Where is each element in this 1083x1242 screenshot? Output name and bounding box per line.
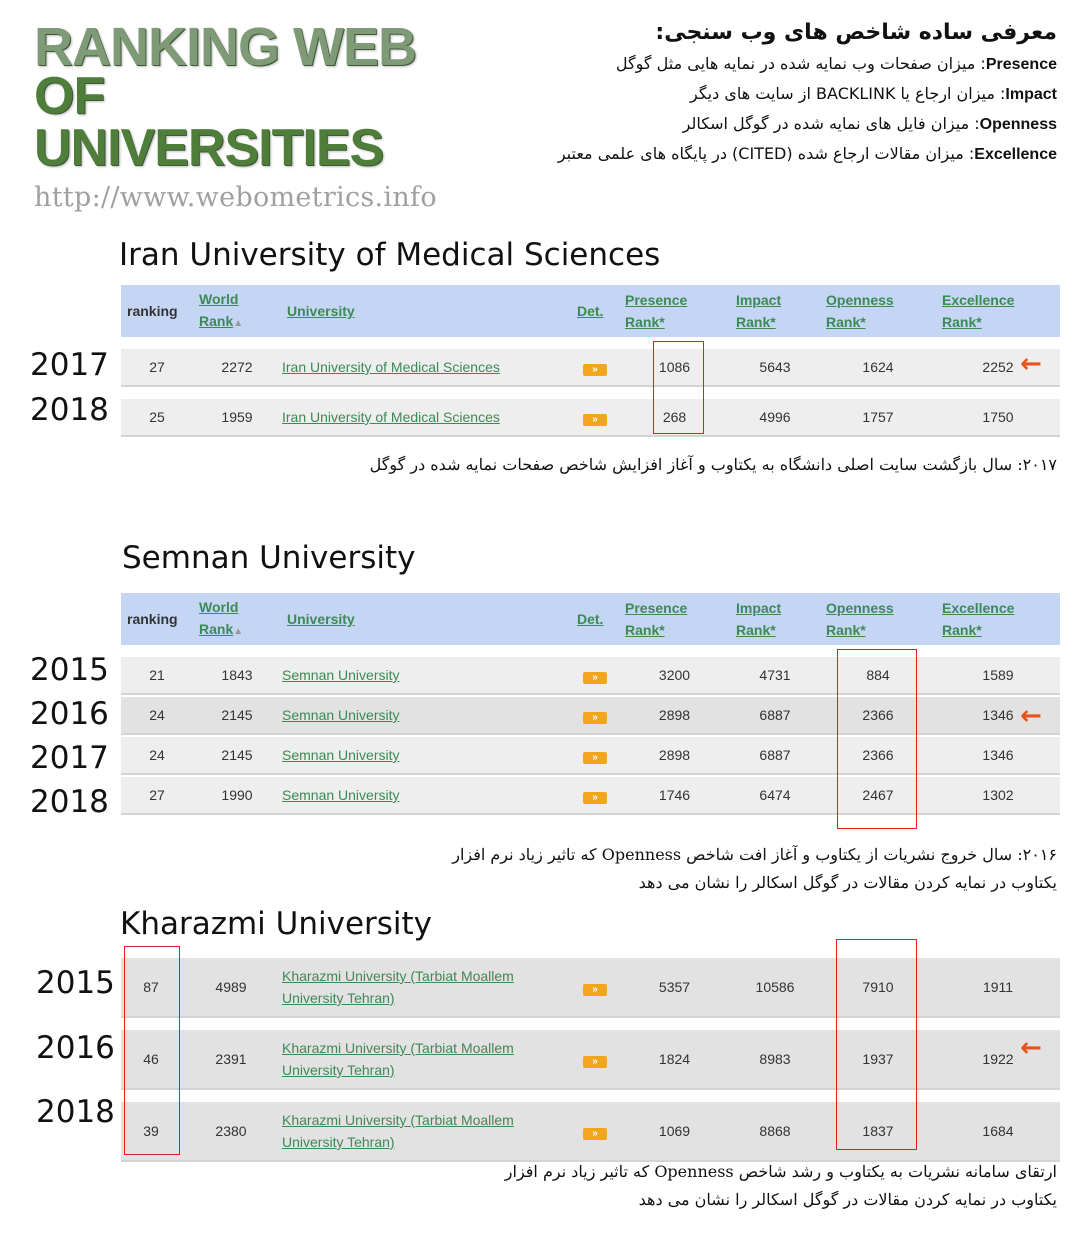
logo-url: http://www.webometrics.info <box>34 182 437 213</box>
table-row <box>121 695 1060 735</box>
header-presence[interactable] <box>619 593 730 645</box>
cell-det <box>571 1028 619 1090</box>
cell-presence: 268 <box>619 397 730 437</box>
year-label: 2018 <box>30 392 109 428</box>
header-world-rank[interactable] <box>193 285 281 337</box>
table-row <box>121 655 1060 695</box>
cell-university <box>281 775 571 815</box>
term-excellence: Excellence <box>974 146 1057 163</box>
cell-world-rank: 1959 <box>193 397 281 437</box>
cell-impact: 4996 <box>730 397 820 437</box>
highlight-box-presence <box>653 341 704 434</box>
table-row <box>121 956 1060 1018</box>
cell-impact: 8868 <box>730 1100 820 1162</box>
university-link[interactable]: Iran University of Medical Sciences <box>282 359 500 375</box>
cell-university <box>281 1028 571 1090</box>
cell-excellence: 1589 <box>936 655 1060 695</box>
details-button[interactable]: » <box>583 364 607 376</box>
cell-university <box>281 1100 571 1162</box>
cell-presence: 1746 <box>619 775 730 815</box>
cell-openness: 1937 <box>820 1028 936 1090</box>
cell-openness: 884 <box>820 655 936 695</box>
world-rank-link-2[interactable]: Rank <box>199 620 234 637</box>
university-link[interactable]: Kharazmi University (Tarbiat Moallem University Tehran) <box>282 968 514 1006</box>
cell-impact: 10586 <box>730 956 820 1018</box>
cell-det <box>571 956 619 1018</box>
cell-impact: 6887 <box>730 735 820 775</box>
details-button[interactable]: » <box>583 414 607 426</box>
note-line: یکتاوب در نمایه کردن مقالات در گوگل اسکالر را نشان می دهد <box>638 1190 1057 1209</box>
section-title-semnan: Semnan University <box>122 540 416 576</box>
year-label: 2016 <box>30 696 109 732</box>
impact-sort-link-2[interactable]: Rank* <box>736 622 776 638</box>
logo-line2: OF UNIVERSITIES <box>34 67 384 177</box>
year-label: 2017 <box>30 347 109 383</box>
cell-world-rank: 2380 <box>181 1100 281 1162</box>
world-rank-link[interactable]: World <box>199 598 239 615</box>
header-university[interactable] <box>281 285 571 337</box>
header-presence[interactable] <box>619 285 730 337</box>
definition-text: : میزان فایل های نمایه شده در گوگل اسکالر <box>682 114 980 133</box>
header-ranking: ranking <box>121 285 193 337</box>
university-link[interactable]: Semnan University <box>282 707 400 723</box>
table-row <box>121 735 1060 775</box>
cell-openness: 2467 <box>820 775 936 815</box>
cell-world-rank: 4989 <box>181 956 281 1018</box>
cell-ranking: 46 <box>121 1028 181 1090</box>
cell-ranking: 24 <box>121 695 193 735</box>
det-sort-link[interactable]: Det. <box>577 611 604 627</box>
cell-presence: 5357 <box>619 956 730 1018</box>
cell-det <box>571 655 619 695</box>
header-openness[interactable] <box>820 593 936 645</box>
header-excellence[interactable] <box>936 593 1060 645</box>
term-impact: Impact <box>1005 86 1057 103</box>
cell-det <box>571 735 619 775</box>
table-row <box>121 347 1060 387</box>
header-impact[interactable] <box>730 285 820 337</box>
year-label: 2016 <box>36 1030 115 1066</box>
excellence-sort-link[interactable]: Excellence <box>942 600 1015 616</box>
left-arrow-icon: ← <box>1020 701 1042 731</box>
note-kharazmi <box>157 1158 1057 1214</box>
cell-impact: 8983 <box>730 1028 820 1090</box>
cell-university <box>281 735 571 775</box>
definition-openness <box>497 109 1057 139</box>
cell-world-rank: 2145 <box>193 735 281 775</box>
details-button[interactable]: » <box>583 1128 607 1140</box>
definitions-title: معرفی ساده شاخص های وب سنجی: <box>655 20 1057 45</box>
cell-world-rank: 1990 <box>193 775 281 815</box>
cell-impact: 4731 <box>730 655 820 695</box>
ranking-table-kharazmi <box>121 956 1060 1162</box>
cell-excellence: 2252 <box>936 347 1060 387</box>
year-label: 2015 <box>30 652 109 688</box>
cell-ranking: 24 <box>121 735 193 775</box>
world-rank-link-2[interactable]: Rank <box>199 312 234 329</box>
details-button[interactable]: » <box>583 672 607 684</box>
cell-world-rank: 2272 <box>193 347 281 387</box>
section-title-kharazmi: Kharazmi University <box>120 906 433 942</box>
table-header <box>121 285 1060 337</box>
impact-sort-link-2[interactable]: Rank* <box>736 314 776 330</box>
header-world-rank[interactable] <box>193 593 281 645</box>
details-button[interactable]: » <box>583 1056 607 1068</box>
openness-sort-link[interactable]: Openness <box>826 292 894 308</box>
university-link[interactable]: Semnan University <box>282 787 400 803</box>
cell-openness: 2366 <box>820 695 936 735</box>
cell-ranking: 27 <box>121 347 193 387</box>
left-arrow-icon: ← <box>1020 349 1042 379</box>
cell-world-rank: 1843 <box>193 655 281 695</box>
cell-university <box>281 347 571 387</box>
presence-sort-link[interactable]: Presence <box>625 600 688 616</box>
cell-excellence: 1922 <box>936 1028 1060 1090</box>
openness-sort-link-2[interactable]: Rank* <box>826 314 866 330</box>
university-link[interactable]: Kharazmi University (Tarbiat Moallem University Tehran) <box>282 1040 514 1078</box>
definition-text: : میزان صفحات وب نمایه شده در نمایه هایی مثل گوگل <box>615 54 986 73</box>
webometrics-logo <box>34 17 464 213</box>
presence-sort-link[interactable]: Presence <box>625 292 688 308</box>
cell-world-rank: 2145 <box>193 695 281 735</box>
openness-sort-link-2[interactable]: Rank* <box>826 622 866 638</box>
cell-det <box>571 347 619 387</box>
logo-line1: RANKING WEB <box>34 17 416 77</box>
cell-excellence: 1346 <box>936 695 1060 735</box>
term-presence: Presence <box>985 56 1057 73</box>
university-sort-link[interactable]: University <box>287 611 355 627</box>
definition-text: : میزان ارجاع یا BACKLINK از سایت های دیگر <box>690 84 1006 103</box>
cell-presence: 1069 <box>619 1100 730 1162</box>
details-button[interactable]: » <box>583 984 607 996</box>
header-openness[interactable] <box>820 285 936 337</box>
cell-openness: 1757 <box>820 397 936 437</box>
cell-university <box>281 956 571 1018</box>
definition-impact <box>497 79 1057 109</box>
definition-text: : میزان مقالات ارجاع شده (CITED) در پایگاه های علمی معتبر <box>557 144 975 163</box>
details-button[interactable]: » <box>583 712 607 724</box>
cell-presence: 2898 <box>619 695 730 735</box>
cell-det <box>571 775 619 815</box>
cell-ranking: 87 <box>121 956 181 1018</box>
cell-impact: 6474 <box>730 775 820 815</box>
note-semnan <box>157 841 1057 897</box>
header-ranking: ranking <box>121 593 193 645</box>
cell-world-rank: 2391 <box>181 1028 281 1090</box>
cell-presence: 3200 <box>619 655 730 695</box>
table-row <box>121 1100 1060 1162</box>
ranking-table-iums <box>121 285 1060 437</box>
cell-excellence: 1750 <box>936 397 1060 437</box>
cell-impact: 5643 <box>730 347 820 387</box>
cell-openness: 1624 <box>820 347 936 387</box>
excellence-sort-link-2[interactable]: Rank* <box>942 314 982 330</box>
note-line: یکتاوب در نمایه کردن مقالات در گوگل اسکالر را نشان می دهد <box>638 873 1057 892</box>
cell-excellence: 1346 <box>936 735 1060 775</box>
university-sort-link[interactable]: University <box>287 303 355 319</box>
year-label: 2017 <box>30 740 109 776</box>
note-line: ارتقای سامانه نشریات به یکتاوب و رشد شاخص Openness که تاثیر زیاد نرم افزار <box>504 1162 1057 1181</box>
openness-sort-link[interactable]: Openness <box>826 600 894 616</box>
world-rank-link[interactable]: World <box>199 290 239 307</box>
details-button[interactable]: » <box>583 792 607 804</box>
indicator-definitions <box>497 20 1057 169</box>
presence-sort-link-2[interactable]: Rank* <box>625 622 665 638</box>
cell-ranking: 27 <box>121 775 193 815</box>
sort-asc-icon: ▲ <box>233 317 244 329</box>
table-row <box>121 775 1060 815</box>
cell-university <box>281 695 571 735</box>
presence-sort-link-2[interactable]: Rank* <box>625 314 665 330</box>
cell-university <box>281 655 571 695</box>
definition-presence <box>497 49 1057 79</box>
header-impact[interactable] <box>730 593 820 645</box>
cell-ranking: 21 <box>121 655 193 695</box>
highlight-box-ranking <box>124 946 180 1155</box>
table-header <box>121 593 1060 645</box>
cell-impact: 6887 <box>730 695 820 735</box>
details-button[interactable]: » <box>583 752 607 764</box>
cell-det <box>571 397 619 437</box>
table-row <box>121 1028 1060 1090</box>
university-link[interactable]: Kharazmi University (Tarbiat Moallem University Tehran) <box>282 1112 514 1150</box>
note-line: ۲۰۱۶: سال خروج نشریات از یکتاوب و آغاز افت شاخص Openness که تاثیر زیاد نرم افزار <box>452 845 1057 864</box>
university-link[interactable]: Semnan University <box>282 747 400 763</box>
impact-sort-link[interactable]: Impact <box>736 600 782 616</box>
det-sort-link[interactable]: Det. <box>577 303 604 319</box>
highlight-box-openness <box>836 939 917 1150</box>
university-link[interactable]: Iran University of Medical Sciences <box>282 409 500 425</box>
cell-ranking: 39 <box>121 1100 181 1162</box>
cell-openness: 7910 <box>820 956 936 1018</box>
ranking-table-semnan <box>121 593 1060 815</box>
year-label: 2018 <box>30 784 109 820</box>
cell-det <box>571 1100 619 1162</box>
year-label: 2018 <box>36 1094 115 1130</box>
cell-ranking: 25 <box>121 397 193 437</box>
cell-presence: 2898 <box>619 735 730 775</box>
header-det[interactable] <box>571 593 619 645</box>
header-det[interactable] <box>571 285 619 337</box>
cell-excellence: 1911 <box>936 956 1060 1018</box>
definition-excellence <box>497 139 1057 169</box>
term-openness: Openness <box>979 116 1057 133</box>
cell-excellence: 1302 <box>936 775 1060 815</box>
note-iums: ۲۰۱۷: سال بازگشت سایت اصلی دانشگاه به یکتاوب و آغاز افزایش شاخص صفحات نمایه شده در گوگل <box>369 455 1057 474</box>
table-row <box>121 397 1060 437</box>
excellence-sort-link[interactable]: Excellence <box>942 292 1015 308</box>
cell-excellence: 1684 <box>936 1100 1060 1162</box>
left-arrow-icon: ← <box>1020 1033 1042 1063</box>
header-university[interactable] <box>281 593 571 645</box>
cell-university <box>281 397 571 437</box>
impact-sort-link[interactable]: Impact <box>736 292 782 308</box>
cell-presence: 1824 <box>619 1028 730 1090</box>
sort-asc-icon: ▲ <box>233 625 244 637</box>
university-link[interactable]: Semnan University <box>282 667 400 683</box>
cell-openness: 2366 <box>820 735 936 775</box>
year-label: 2015 <box>36 965 115 1001</box>
highlight-box-openness <box>837 649 917 829</box>
cell-openness: 1837 <box>820 1100 936 1162</box>
header-excellence[interactable] <box>936 285 1060 337</box>
cell-det <box>571 695 619 735</box>
section-title-iums: Iran University of Medical Sciences <box>119 237 661 273</box>
cell-presence: 1086 <box>619 347 730 387</box>
excellence-sort-link-2[interactable]: Rank* <box>942 622 982 638</box>
